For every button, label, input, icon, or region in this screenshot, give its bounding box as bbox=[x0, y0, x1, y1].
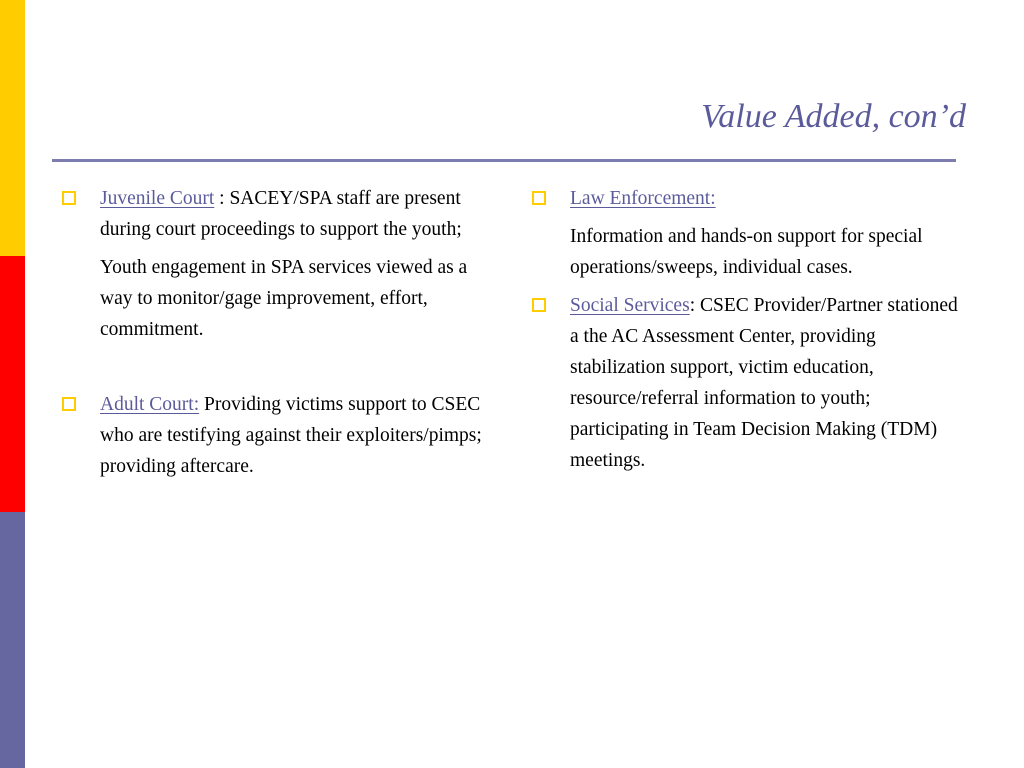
juvenile-court-continuation: Youth engagement in SPA services viewed as a way to monitor/gage improvement, effort, commitment. bbox=[100, 257, 468, 340]
slide-title: Value Added, con’d bbox=[701, 98, 966, 135]
right-column bbox=[532, 183, 962, 476]
bullet-paragraph bbox=[100, 183, 502, 245]
juvenile-court-text: : SACEY/SPA staff are present during court proceedings to support the youth; bbox=[100, 188, 462, 240]
square-bullet-icon bbox=[62, 397, 76, 411]
adult-court-text: Providing victims support to CSEC who are testifying against their exploiters/pimps; providing aftercare. bbox=[100, 394, 482, 477]
square-bullet-icon bbox=[62, 191, 76, 205]
bullet-paragraph bbox=[570, 183, 962, 214]
term-adult-court: Adult Court: bbox=[100, 394, 200, 415]
social-services-text: : CSEC Provider/Partner stationed a the AC Assessment Center, providing stabilization support, victim education, resource/referral information to youth; participating in Team Decision Making (TDM) meetings. bbox=[570, 295, 958, 471]
bullet-adult-court bbox=[62, 389, 502, 482]
side-bar-yellow bbox=[0, 0, 25, 256]
law-enforcement-continuation: Information and hands-on support for special operations/sweeps, individual cases. bbox=[570, 226, 923, 278]
square-bullet-icon bbox=[532, 191, 546, 205]
bullet-social-services bbox=[532, 290, 962, 476]
square-bullet-icon bbox=[532, 298, 546, 312]
bullet-paragraph bbox=[570, 290, 962, 476]
term-juvenile-court: Juvenile Court bbox=[100, 188, 215, 209]
term-law-enforcement: Law Enforcement: bbox=[570, 188, 716, 209]
title-divider bbox=[52, 159, 956, 162]
bullet-juvenile-court bbox=[62, 183, 502, 345]
term-social-services: Social Services bbox=[570, 295, 690, 316]
side-bar-purple bbox=[0, 512, 25, 768]
bullet-law-enforcement bbox=[532, 183, 962, 283]
side-bar-red bbox=[0, 256, 25, 512]
bullet-paragraph bbox=[100, 389, 502, 482]
left-column bbox=[62, 183, 502, 482]
